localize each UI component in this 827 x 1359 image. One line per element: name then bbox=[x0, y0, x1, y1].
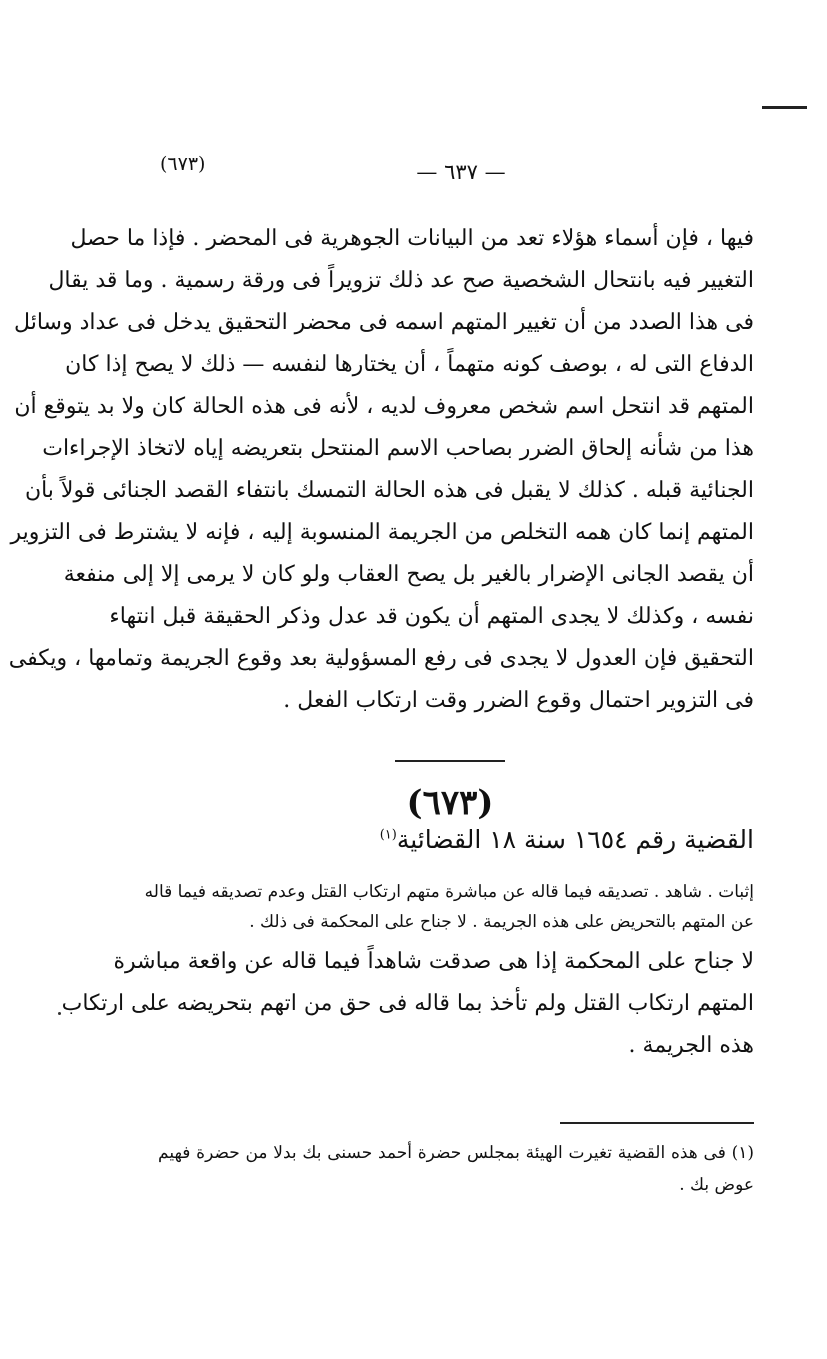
body-line: فى التزوير احتمال وقوع الضرر وقت ارتكاب الفعل . bbox=[283, 688, 754, 713]
running-case-number: (٦٧٣) bbox=[160, 153, 206, 175]
footnote-rule bbox=[560, 1122, 754, 1124]
footnote-line: (١) فى هذه القضية تغيرت الهيئة بمجلس حضرة أحمد حسنى بك بدلا من حضرة فهيم bbox=[158, 1143, 754, 1163]
case-number-heading: (٦٧٣) bbox=[406, 783, 494, 823]
body-line: الدفاع التى له ، بوصف كونه متهماً ، أن يختارها لنفسه — ذلك لا يصح إذا كان bbox=[65, 352, 754, 377]
page-edge-mark bbox=[762, 106, 807, 109]
section-separator bbox=[395, 760, 505, 762]
summary-line: إثبات . شاهد . تصديقه فيما قاله عن مباشرة متهم ارتكاب القتل وعدم تصديقه فيما قاله bbox=[144, 882, 754, 902]
summary-line: عن المتهم بالتحريض على هذه الجريمة . لا جناح على المحكمة فى ذلك . bbox=[249, 912, 754, 932]
ruling-line: المتهم ارتكاب القتل ولم تأخذ بما قاله فى حق من اتهم بتحريضه على ارتكاب bbox=[61, 991, 754, 1016]
footnote-line: عوض بك . bbox=[679, 1175, 754, 1195]
ruling-line: لا جناح على المحكمة إذا هى صدقت شاهداً فيما قاله عن واقعة مباشرة bbox=[113, 949, 754, 974]
body-line: فى هذا الصدد من أن تغيير المتهم اسمه فى محضر التحقيق يدخل فى عداد وسائل bbox=[14, 310, 754, 335]
case-summary bbox=[144, 877, 754, 937]
previous-case-body bbox=[8, 218, 754, 722]
scan-speck bbox=[58, 1012, 61, 1015]
body-line: التحقيق فإن العدول لا يجدى فى رفع المسؤولية بعد وقوع الجريمة وتمامها ، ويكفى bbox=[8, 646, 754, 671]
body-line: المتهم قد انتحل اسم شخص معروف لديه ، لأنه فى هذه الحالة كان ولا بد يتوقع أن bbox=[14, 394, 754, 419]
body-line: أن يقصد الجانى الإضرار بالغير بل يصح العقاب ولو كان لا يرمى إلا إلى منفعة bbox=[63, 562, 754, 587]
ruling-line: هذه الجريمة . bbox=[628, 1033, 754, 1058]
page-number: — ٦٣٧ — bbox=[416, 160, 506, 184]
body-line: المتهم إنما كان همه التخلص من الجريمة المنسوبة إليه ، فإنه لا يشترط فى التزوير bbox=[10, 520, 754, 545]
case-title bbox=[300, 825, 754, 854]
body-line: فيها ، فإن أسماء هؤلاء تعد من البيانات الجوهرية فى المحضر . فإذا ما حصل bbox=[70, 226, 754, 251]
body-line: الجنائية قبله . كذلك لا يقبل فى هذه الحالة التمسك بانتفاء القصد الجنائى قولاً بأن bbox=[24, 478, 754, 503]
body-line: هذا من شأنه إلحاق الضرر بصاحب الاسم المنتحل بتعريضه إياه لاتخاذ الإجراءات bbox=[42, 436, 754, 461]
body-line: التغيير فيه بانتحال الشخصية صح عد ذلك تزويراً فى ورقة رسمية . وما قد يقال bbox=[48, 268, 754, 293]
case-title-text: القضية رقم ١٦٥٤ سنة ١٨ القضائية bbox=[396, 825, 754, 854]
case-ruling bbox=[61, 941, 754, 1067]
footnote-marker: (١) bbox=[379, 827, 397, 843]
footnote bbox=[158, 1137, 754, 1201]
body-line: نفسه ، وكذلك لا يجدى المتهم أن يكون قد عدل وذكر الحقيقة قبل انتهاء bbox=[109, 604, 754, 629]
